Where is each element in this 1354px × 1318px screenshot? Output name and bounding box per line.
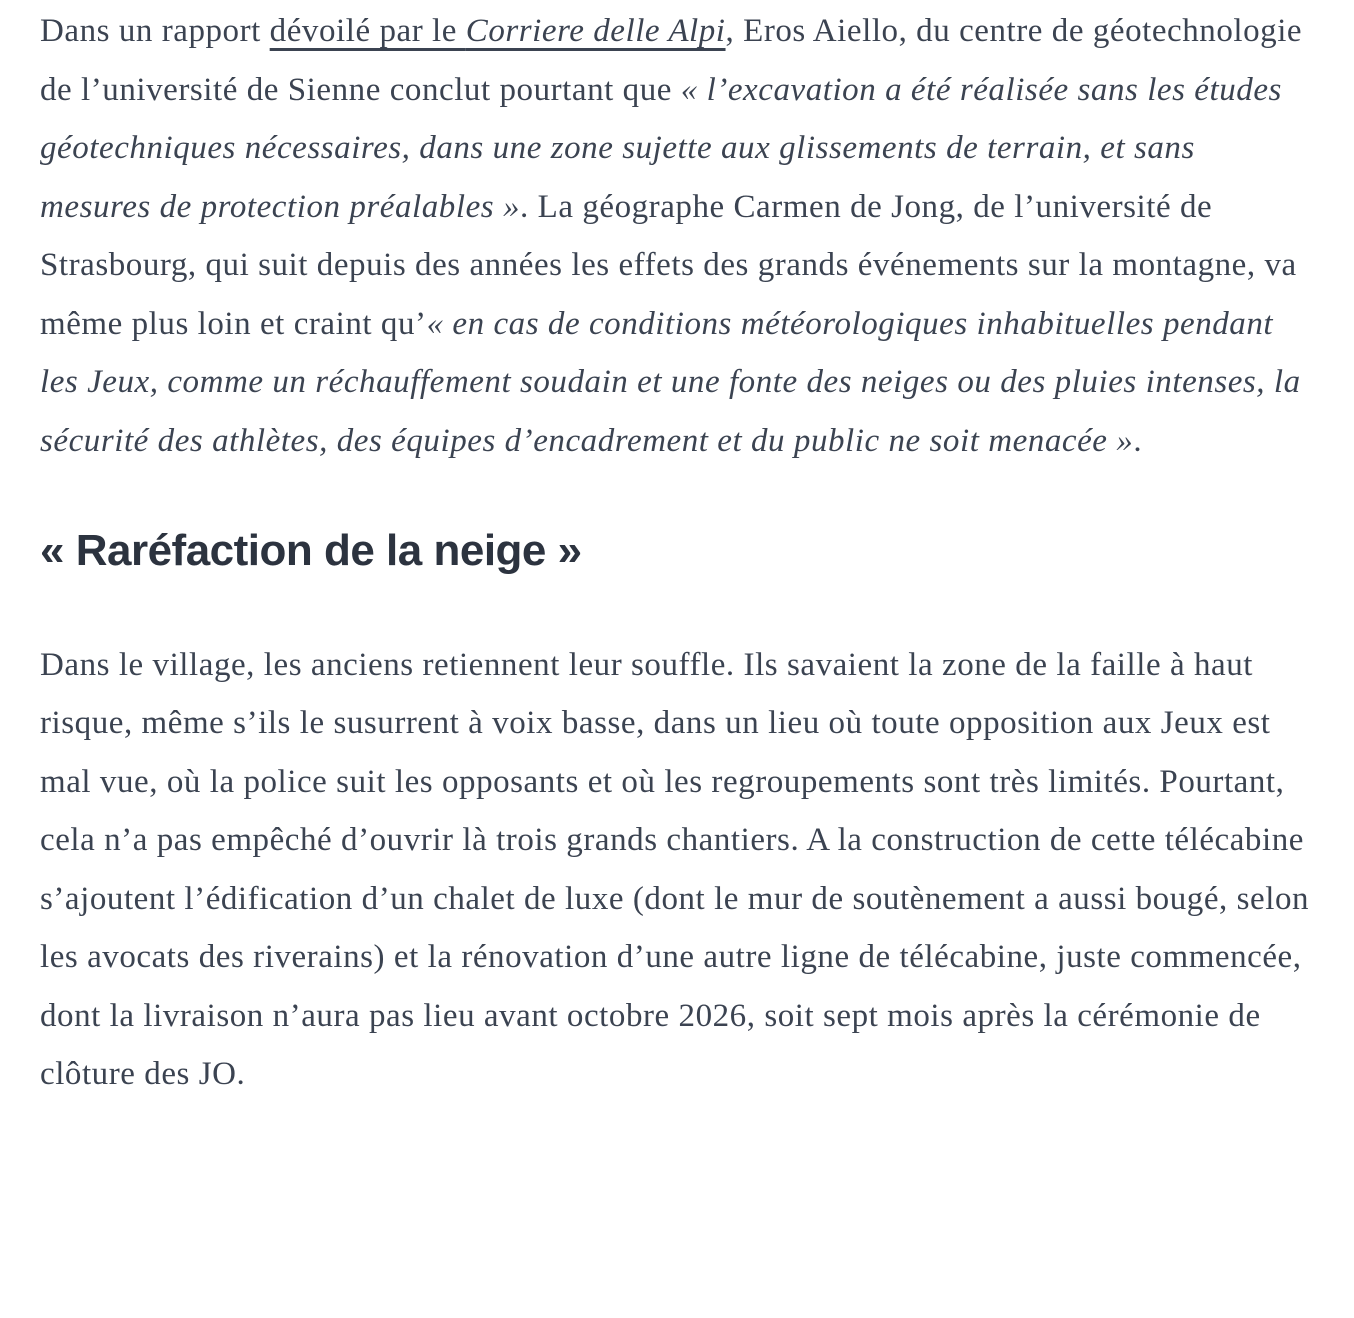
- section-heading: « Raréfaction de la neige »: [40, 526, 582, 575]
- text-run: . La géographe Carmen de Jong, de l’université de Strasbourg, qui suit depuis des années les effets des grands événements sur la montagne, va même plus loin et craint qu’: [40, 188, 1297, 342]
- article-paragraph-2: [40, 636, 1314, 1104]
- article-paragraph-1: [40, 2, 1314, 470]
- text-run: .: [1133, 422, 1143, 459]
- article-link[interactable]: dévoilé par le: [269, 13, 466, 49]
- text-run: « en cas de conditions météorologiques inhabituelles pendant les Jeux, comme un réchauffement soudain et une fonte des neiges ou des pluies intenses, la sécurité des athlètes, des équipes d’encadrement et du public ne soit menacée »: [40, 305, 1301, 459]
- article-link[interactable]: Corriere delle Alpi: [465, 13, 726, 49]
- text-run: Dans le village, les anciens retiennent leur souffle. Ils savaient la zone de la faille à haut risque, même s’ils le susurrent à voix basse, dans un lieu où toute opposition aux Jeux est mal vue, où la police suit les opposants et où les regroupements sont très limités. Pourtant, cela n’a pas empêché d’ouvrir là trois grands chantiers. A la construction de cette télécabine s’ajoutent l’édification d’un chalet de luxe (dont le mur de soutènement a aussi bougé, selon les avocats des riverains) et la rénovation d’une autre ligne de télécabine, juste commencée, dont la livraison n’aura pas lieu avant octobre 2026, soit sept mois après la cérémonie de clôture des JO.: [40, 646, 1310, 1093]
- text-run: , Eros Aiello, du centre de géotechnologie de l’université de Sienne conclut pourtant que: [40, 13, 1303, 108]
- text-run: « l’excavation a été réalisée sans les études géotechniques nécessaires, dans une zone sujette aux glissements de terrain, et sans mesures de protection préalables »: [40, 71, 1282, 225]
- text-run: Dans un rapport: [40, 13, 270, 49]
